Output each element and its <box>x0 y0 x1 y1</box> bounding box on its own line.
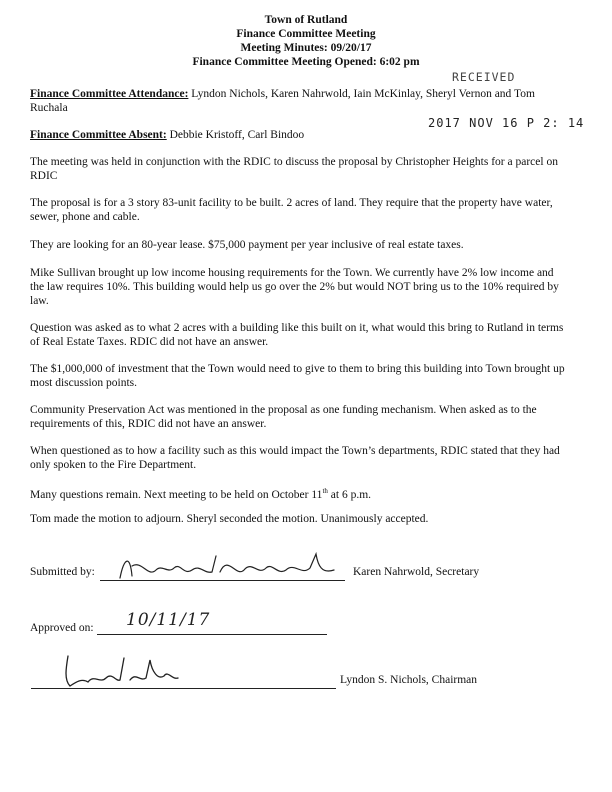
lyndon-nichols-signature <box>58 652 188 692</box>
paragraph-5: Question was asked as to what 2 acres with a building like this built on it, what would this bring to Rutland in terms of Real Estate Taxes. RDIC did not have an answer. <box>30 322 564 348</box>
karen-nahrwold-signature <box>112 548 347 588</box>
paragraph-4: Mike Sullivan brought up low income housing requirements for the Town. We currently have 2% low income and the law requires 10%. This building would help us go over the 2% but would NOT bring us to the 10% required by law. <box>30 267 559 307</box>
approved-date-line <box>97 634 327 635</box>
opened-time: Finance Committee Meeting Opened: 6:02 pm <box>192 56 420 68</box>
committee-title: Finance Committee Meeting <box>236 28 376 40</box>
paragraph-7: Community Preservation Act was mentioned in the proposal as one funding mechanism. When asked as to the requirements of this, RDIC did not have an answer. <box>30 404 537 430</box>
paragraph-6: The $1,000,000 of investment that the Town would need to give to them to bring this building into Town brought up most discussion points. <box>30 363 565 389</box>
approved-date: 10/11/17 <box>126 610 211 630</box>
town-title: Town of Rutland <box>264 14 348 26</box>
attendance-label: Finance Committee Attendance: <box>30 88 189 100</box>
paragraph-8: When questioned as to how a facility such as this would impact the Town’s departments, RDIC stated that they had only spoken to the Fire Department. <box>30 445 560 471</box>
paragraph-3: They are looking for an 80-year lease. $75,000 payment per year inclusive of real estate taxes. <box>30 239 464 251</box>
paragraph-1: The meeting was held in conjunction with the RDIC to discuss the proposal by Christopher Heights for a parcel on RDIC <box>30 156 558 182</box>
attendance-section <box>30 87 545 115</box>
paragraph-9 <box>30 484 570 502</box>
next-meeting-time: at 6 p.m. <box>327 488 372 501</box>
absent-section <box>30 128 570 142</box>
chairman-name: Lyndon S. Nichols, Chairman <box>340 674 478 686</box>
date-suffix: th <box>322 487 328 495</box>
received-stamp: RECEIVED <box>452 70 516 84</box>
document-header <box>0 13 612 69</box>
absent-names: Debbie Kristoff, Carl Bindoo <box>169 129 305 141</box>
attendance-names: Lyndon Nichols, Karen Nahrwold, Iain McKinlay, Sheryl Vernon and Tom Ruchala <box>30 88 535 114</box>
submitted-label: Submitted by: <box>30 566 95 578</box>
next-meeting-text: Many questions remain. Next meeting to be held on October 11 <box>30 488 323 501</box>
secretary-name: Karen Nahrwold, Secretary <box>353 566 480 578</box>
paragraph-2: The proposal is for a 3 story 83-unit facility to be built. 2 acres of land. They require that the property have water, sewer, phone and cable. <box>30 197 553 223</box>
paragraph-10: Tom made the motion to adjourn. Sheryl seconded the motion. Unanimously accepted. <box>30 513 429 525</box>
approved-label: Approved on: <box>30 622 94 634</box>
minutes-title: Meeting Minutes: 09/20/17 <box>240 42 372 54</box>
absent-label: Finance Committee Absent: <box>30 129 167 141</box>
received-date-stamp: 2017 NOV 16 P 2: 14 <box>428 116 585 130</box>
